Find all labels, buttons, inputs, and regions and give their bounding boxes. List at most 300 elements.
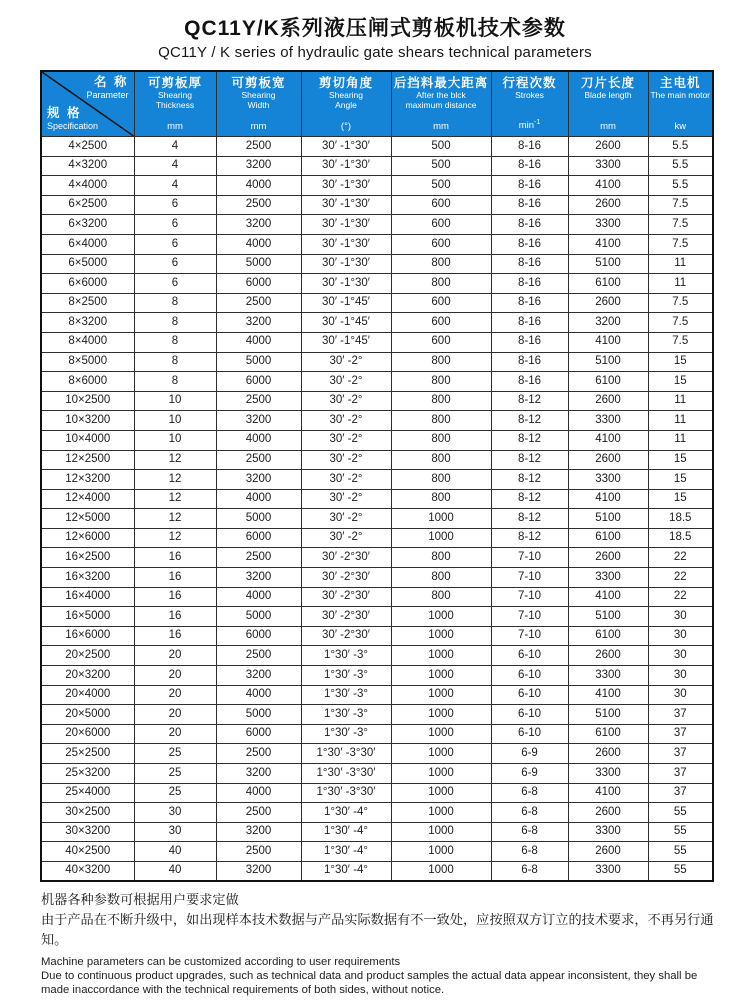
cell-main-motor: 15	[648, 489, 713, 509]
cell-width: 2500	[216, 195, 301, 215]
cell-angle: 30′ -2°	[301, 470, 391, 490]
table-row	[41, 274, 713, 294]
cell-width: 4000	[216, 685, 301, 705]
table-row	[41, 528, 713, 548]
cell-specification: 8×4000	[41, 332, 134, 352]
column-en-label: Shearing Thickness	[155, 90, 195, 111]
cell-angle: 30′ -1°30′	[301, 176, 391, 196]
table-row	[41, 430, 713, 450]
cell-angle: 1°30′ -3°30′	[301, 744, 391, 764]
cell-width: 6000	[216, 626, 301, 646]
cell-backgauge-distance: 800	[391, 430, 491, 450]
cell-backgauge-distance: 500	[391, 156, 491, 176]
column-en-label: Shearing Angle	[328, 90, 364, 111]
cell-backgauge-distance: 1000	[391, 646, 491, 666]
cell-blade-length: 6100	[568, 274, 648, 294]
cell-strokes: 6-10	[491, 724, 568, 744]
cell-blade-length: 5100	[568, 352, 648, 372]
cell-specification: 6×5000	[41, 254, 134, 274]
cell-backgauge-distance: 800	[391, 352, 491, 372]
column-unit-label: mm	[167, 120, 183, 132]
table-row	[41, 842, 713, 862]
cell-specification: 16×3200	[41, 568, 134, 588]
cell-width: 5000	[216, 509, 301, 529]
table-row	[41, 332, 713, 352]
column-header-angle	[301, 71, 391, 137]
cell-blade-length: 6100	[568, 626, 648, 646]
cell-thickness: 25	[134, 764, 216, 784]
column-unit-label: $\min^{-1}$	[518, 119, 541, 132]
cell-backgauge-distance: 1000	[391, 764, 491, 784]
cell-thickness: 6	[134, 254, 216, 274]
cell-specification: 12×6000	[41, 528, 134, 548]
cell-angle: 30′ -2°	[301, 391, 391, 411]
cell-backgauge-distance: 1000	[391, 607, 491, 627]
cell-strokes: 6-9	[491, 764, 568, 784]
cell-main-motor: 22	[648, 587, 713, 607]
cell-angle: 1°30′ -4°	[301, 803, 391, 823]
cell-backgauge-distance: 1000	[391, 783, 491, 803]
cell-backgauge-distance: 1000	[391, 528, 491, 548]
cell-blade-length: 3300	[568, 411, 648, 431]
table-row	[41, 411, 713, 431]
cell-main-motor: 30	[648, 646, 713, 666]
cell-main-motor: 11	[648, 391, 713, 411]
cell-blade-length: 6100	[568, 724, 648, 744]
cell-blade-length: 2600	[568, 195, 648, 215]
table-row	[41, 861, 713, 881]
cell-thickness: 10	[134, 391, 216, 411]
cell-main-motor: 22	[648, 548, 713, 568]
table-row	[41, 783, 713, 803]
cell-backgauge-distance: 1000	[391, 724, 491, 744]
cell-blade-length: 2600	[568, 137, 648, 157]
cell-angle: 30′ -2°	[301, 450, 391, 470]
cell-backgauge-distance: 800	[391, 587, 491, 607]
column-en-label: After the blck maximum distance	[405, 90, 477, 111]
cell-strokes: 6-8	[491, 822, 568, 842]
cell-backgauge-distance: 1000	[391, 861, 491, 881]
table-row	[41, 293, 713, 313]
cell-backgauge-distance: 600	[391, 215, 491, 235]
cell-angle: 30′ -2°	[301, 411, 391, 431]
table-row	[41, 705, 713, 725]
cell-thickness: 12	[134, 489, 216, 509]
table-row	[41, 176, 713, 196]
cell-strokes: 8-16	[491, 293, 568, 313]
cell-angle: 1°30′ -3°	[301, 724, 391, 744]
cell-specification: 10×2500	[41, 391, 134, 411]
cell-backgauge-distance: 600	[391, 313, 491, 333]
cell-main-motor: 18.5	[648, 509, 713, 529]
cell-width: 2500	[216, 744, 301, 764]
cell-specification: 12×2500	[41, 450, 134, 470]
cell-blade-length: 2600	[568, 293, 648, 313]
cell-width: 4000	[216, 332, 301, 352]
cell-thickness: 12	[134, 528, 216, 548]
cell-angle: 1°30′ -4°	[301, 861, 391, 881]
cell-width: 2500	[216, 391, 301, 411]
cell-thickness: 10	[134, 430, 216, 450]
cell-thickness: 6	[134, 274, 216, 294]
cell-thickness: 30	[134, 803, 216, 823]
cell-specification: 4×2500	[41, 137, 134, 157]
column-en-label: The main motor	[650, 90, 711, 101]
cell-width: 3200	[216, 313, 301, 333]
column-zh-label: 刀片长度	[580, 76, 635, 90]
cell-specification: 12×5000	[41, 509, 134, 529]
page-subtitle: QC11Y / K series of hydraulic gate shears technical parameters	[158, 44, 592, 61]
cell-thickness: 4	[134, 176, 216, 196]
cell-main-motor: 7.5	[648, 293, 713, 313]
cell-blade-length: 3300	[568, 764, 648, 784]
cell-width: 5000	[216, 352, 301, 372]
notes-section	[41, 890, 717, 997]
cell-thickness: 8	[134, 352, 216, 372]
cell-angle: 30′ -1°30′	[301, 195, 391, 215]
table-row	[41, 254, 713, 274]
column-zh-label: 可剪板厚	[147, 76, 202, 90]
cell-angle: 30′ -1°45′	[301, 293, 391, 313]
cell-strokes: 8-12	[491, 430, 568, 450]
cell-blade-length: 5100	[568, 607, 648, 627]
cell-thickness: 6	[134, 195, 216, 215]
cell-blade-length: 2600	[568, 391, 648, 411]
cell-specification: 10×3200	[41, 411, 134, 431]
cell-blade-length: 3300	[568, 470, 648, 490]
cell-width: 2500	[216, 548, 301, 568]
cell-width: 4000	[216, 587, 301, 607]
column-unit-label: mm	[600, 120, 616, 132]
cell-specification: 6×3200	[41, 215, 134, 235]
cell-backgauge-distance: 800	[391, 274, 491, 294]
column-unit-label: (°)	[340, 120, 352, 132]
corner-cell	[41, 71, 134, 137]
cell-width: 3200	[216, 764, 301, 784]
cell-thickness: 40	[134, 861, 216, 881]
column-zh-label: 可剪板宽	[231, 76, 286, 90]
cell-strokes: 6-8	[491, 861, 568, 881]
cell-angle: 1°30′ -3°30′	[301, 764, 391, 784]
cell-angle: 30′ -1°30′	[301, 274, 391, 294]
cell-thickness: 20	[134, 685, 216, 705]
column-unit-label: kw	[674, 120, 687, 132]
cell-thickness: 25	[134, 744, 216, 764]
column-header-strokes	[491, 71, 568, 137]
corner-parameter-label	[86, 76, 128, 101]
cell-angle: 1°30′ -3°	[301, 646, 391, 666]
cell-thickness: 12	[134, 450, 216, 470]
cell-blade-length: 3300	[568, 861, 648, 881]
cell-strokes: 6-10	[491, 705, 568, 725]
cell-main-motor: 7.5	[648, 215, 713, 235]
table-row	[41, 313, 713, 333]
cell-width: 3200	[216, 861, 301, 881]
cell-thickness: 25	[134, 783, 216, 803]
cell-specification: 8×2500	[41, 293, 134, 313]
cell-thickness: 6	[134, 215, 216, 235]
cell-angle: 30′ -1°30′	[301, 234, 391, 254]
cell-blade-length: 4100	[568, 783, 648, 803]
cell-thickness: 16	[134, 548, 216, 568]
cell-strokes: 8-16	[491, 352, 568, 372]
cell-specification: 4×4000	[41, 176, 134, 196]
cell-width: 6000	[216, 724, 301, 744]
cell-main-motor: 11	[648, 411, 713, 431]
column-header-main-motor	[648, 71, 713, 137]
cell-angle: 30′ -2°30′	[301, 568, 391, 588]
cell-specification: 8×6000	[41, 372, 134, 392]
cell-blade-length: 5100	[568, 705, 648, 725]
cell-thickness: 20	[134, 666, 216, 686]
note-en-2: Due to continuous product upgrades, such as technical data and product samples the actual data appear inconsistent, they shall be made inaccordance with the technical requirements of both sides, without notice.	[41, 969, 698, 996]
parameters-table	[40, 70, 714, 882]
cell-blade-length: 4100	[568, 685, 648, 705]
column-zh-label: 后挡料最大距离	[393, 76, 489, 90]
cell-blade-length: 2600	[568, 450, 648, 470]
cell-strokes: 6-8	[491, 842, 568, 862]
cell-backgauge-distance: 1000	[391, 626, 491, 646]
cell-thickness: 4	[134, 137, 216, 157]
cell-specification: 6×2500	[41, 195, 134, 215]
cell-width: 6000	[216, 528, 301, 548]
table-row	[41, 234, 713, 254]
cell-angle: 30′ -1°30′	[301, 156, 391, 176]
cell-specification: 8×3200	[41, 313, 134, 333]
table-row	[41, 587, 713, 607]
cell-specification: 12×3200	[41, 470, 134, 490]
cell-blade-length: 6100	[568, 528, 648, 548]
cell-thickness: 10	[134, 411, 216, 431]
cell-angle: 30′ -2°	[301, 509, 391, 529]
cell-strokes: 8-12	[491, 470, 568, 490]
cell-specification: 40×2500	[41, 842, 134, 862]
cell-blade-length: 6100	[568, 372, 648, 392]
cell-main-motor: 7.5	[648, 195, 713, 215]
cell-angle: 30′ -2°	[301, 372, 391, 392]
cell-strokes: 8-12	[491, 528, 568, 548]
cell-backgauge-distance: 800	[391, 568, 491, 588]
cell-angle: 30′ -2°	[301, 528, 391, 548]
cell-strokes: 6-10	[491, 666, 568, 686]
cell-thickness: 12	[134, 509, 216, 529]
cell-blade-length: 2600	[568, 803, 648, 823]
corner-bottom-zh: 规 格	[47, 106, 82, 121]
cell-main-motor: 55	[648, 861, 713, 881]
cell-blade-length: 3200	[568, 313, 648, 333]
cell-strokes: 8-12	[491, 450, 568, 470]
corner-specification-label	[47, 107, 98, 132]
cell-main-motor: 15	[648, 352, 713, 372]
cell-thickness: 20	[134, 646, 216, 666]
table-row	[41, 822, 713, 842]
cell-strokes: 6-9	[491, 744, 568, 764]
cell-specification: 16×2500	[41, 548, 134, 568]
table-row	[41, 372, 713, 392]
cell-backgauge-distance: 600	[391, 195, 491, 215]
cell-thickness: 20	[134, 724, 216, 744]
column-header-thickness	[134, 71, 216, 137]
cell-width: 5000	[216, 705, 301, 725]
cell-width: 6000	[216, 274, 301, 294]
corner-top-en: Parameter	[86, 89, 129, 100]
cell-backgauge-distance: 1000	[391, 666, 491, 686]
cell-strokes: 6-8	[491, 783, 568, 803]
cell-main-motor: 30	[648, 666, 713, 686]
cell-main-motor: 15	[648, 450, 713, 470]
table-row	[41, 646, 713, 666]
cell-blade-length: 4100	[568, 430, 648, 450]
cell-width: 2500	[216, 450, 301, 470]
cell-blade-length: 2600	[568, 646, 648, 666]
cell-specification: 40×3200	[41, 861, 134, 881]
cell-blade-length: 4100	[568, 587, 648, 607]
cell-specification: 20×5000	[41, 705, 134, 725]
cell-specification: 12×4000	[41, 489, 134, 509]
cell-main-motor: 7.5	[648, 313, 713, 333]
cell-blade-length: 2600	[568, 842, 648, 862]
table-row	[41, 137, 713, 157]
cell-angle: 30′ -1°30′	[301, 215, 391, 235]
cell-width: 2500	[216, 803, 301, 823]
cell-backgauge-distance: 800	[391, 411, 491, 431]
cell-width: 2500	[216, 137, 301, 157]
cell-specification: 20×2500	[41, 646, 134, 666]
cell-thickness: 6	[134, 234, 216, 254]
cell-thickness: 16	[134, 587, 216, 607]
column-zh-label: 主电机	[659, 76, 701, 90]
cell-specification: 20×6000	[41, 724, 134, 744]
cell-strokes: 8-16	[491, 195, 568, 215]
cell-width: 4000	[216, 489, 301, 509]
column-header-backgauge-distance	[391, 71, 491, 137]
cell-specification: 16×6000	[41, 626, 134, 646]
cell-blade-length: 3300	[568, 215, 648, 235]
column-header-blade-length	[568, 71, 648, 137]
table-row	[41, 724, 713, 744]
cell-specification: 20×3200	[41, 666, 134, 686]
table-row	[41, 607, 713, 627]
cell-backgauge-distance: 1000	[391, 744, 491, 764]
cell-backgauge-distance: 800	[391, 254, 491, 274]
cell-angle: 1°30′ -3°30′	[301, 783, 391, 803]
cell-specification: 25×3200	[41, 764, 134, 784]
cell-main-motor: 22	[648, 568, 713, 588]
cell-angle: 1°30′ -3°	[301, 705, 391, 725]
cell-main-motor: 37	[648, 764, 713, 784]
cell-backgauge-distance: 600	[391, 332, 491, 352]
cell-thickness: 20	[134, 705, 216, 725]
cell-width: 6000	[216, 372, 301, 392]
cell-blade-length: 5100	[568, 254, 648, 274]
cell-main-motor: 15	[648, 372, 713, 392]
cell-backgauge-distance: 1000	[391, 705, 491, 725]
cell-blade-length: 4100	[568, 234, 648, 254]
cell-main-motor: 30	[648, 685, 713, 705]
cell-main-motor: 15	[648, 470, 713, 490]
cell-strokes: 8-16	[491, 332, 568, 352]
cell-width: 3200	[216, 411, 301, 431]
cell-thickness: 8	[134, 313, 216, 333]
cell-strokes: 6-8	[491, 803, 568, 823]
cell-strokes: 8-16	[491, 176, 568, 196]
table-row	[41, 509, 713, 529]
table-row	[41, 568, 713, 588]
note-zh-1: 机器各种参数可根据用户要求定做	[41, 892, 239, 908]
table-row	[41, 489, 713, 509]
cell-backgauge-distance: 500	[391, 137, 491, 157]
cell-width: 4000	[216, 430, 301, 450]
cell-strokes: 8-16	[491, 234, 568, 254]
cell-strokes: 7-10	[491, 607, 568, 627]
cell-strokes: 7-10	[491, 548, 568, 568]
cell-width: 4000	[216, 234, 301, 254]
cell-strokes: 8-12	[491, 509, 568, 529]
cell-blade-length: 3300	[568, 822, 648, 842]
column-en-label: Strokes	[515, 90, 544, 101]
table-row	[41, 666, 713, 686]
cell-main-motor: 5.5	[648, 137, 713, 157]
cell-main-motor: 55	[648, 842, 713, 862]
column-en-label: Blade length	[584, 90, 632, 101]
cell-backgauge-distance: 1000	[391, 509, 491, 529]
cell-angle: 30′ -2°	[301, 352, 391, 372]
table-row	[41, 803, 713, 823]
cell-thickness: 8	[134, 372, 216, 392]
cell-strokes: 6-10	[491, 685, 568, 705]
cell-width: 3200	[216, 156, 301, 176]
cell-backgauge-distance: 800	[391, 372, 491, 392]
cell-width: 2500	[216, 293, 301, 313]
cell-backgauge-distance: 1000	[391, 822, 491, 842]
cell-angle: 30′ -2°30′	[301, 587, 391, 607]
cell-specification: 25×2500	[41, 744, 134, 764]
cell-backgauge-distance: 1000	[391, 842, 491, 862]
cell-backgauge-distance: 1000	[391, 803, 491, 823]
cell-main-motor: 18.5	[648, 528, 713, 548]
table-row	[41, 215, 713, 235]
cell-angle: 30′ -1°30′	[301, 137, 391, 157]
cell-strokes: 8-16	[491, 215, 568, 235]
cell-backgauge-distance: 800	[391, 548, 491, 568]
cell-thickness: 16	[134, 607, 216, 627]
cell-width: 3200	[216, 822, 301, 842]
table-row	[41, 626, 713, 646]
cell-backgauge-distance: 800	[391, 450, 491, 470]
cell-angle: 1°30′ -4°	[301, 822, 391, 842]
column-en-label: Shearing Width	[241, 90, 276, 111]
cell-backgauge-distance: 800	[391, 489, 491, 509]
cell-blade-length: 4100	[568, 489, 648, 509]
column-unit-label: mm	[433, 120, 449, 132]
cell-main-motor: 5.5	[648, 156, 713, 176]
table-row	[41, 391, 713, 411]
column-zh-label: 行程次数	[502, 76, 557, 90]
cell-angle: 30′ -1°30′	[301, 254, 391, 274]
cell-strokes: 8-12	[491, 489, 568, 509]
cell-specification: 20×4000	[41, 685, 134, 705]
cell-angle: 30′ -2°30′	[301, 626, 391, 646]
cell-thickness: 4	[134, 156, 216, 176]
cell-backgauge-distance: 1000	[391, 685, 491, 705]
cell-specification: 16×4000	[41, 587, 134, 607]
cell-angle: 30′ -2°	[301, 489, 391, 509]
cell-specification: 4×3200	[41, 156, 134, 176]
cell-strokes: 7-10	[491, 587, 568, 607]
cell-thickness: 16	[134, 626, 216, 646]
cell-blade-length: 4100	[568, 332, 648, 352]
cell-specification: 6×4000	[41, 234, 134, 254]
